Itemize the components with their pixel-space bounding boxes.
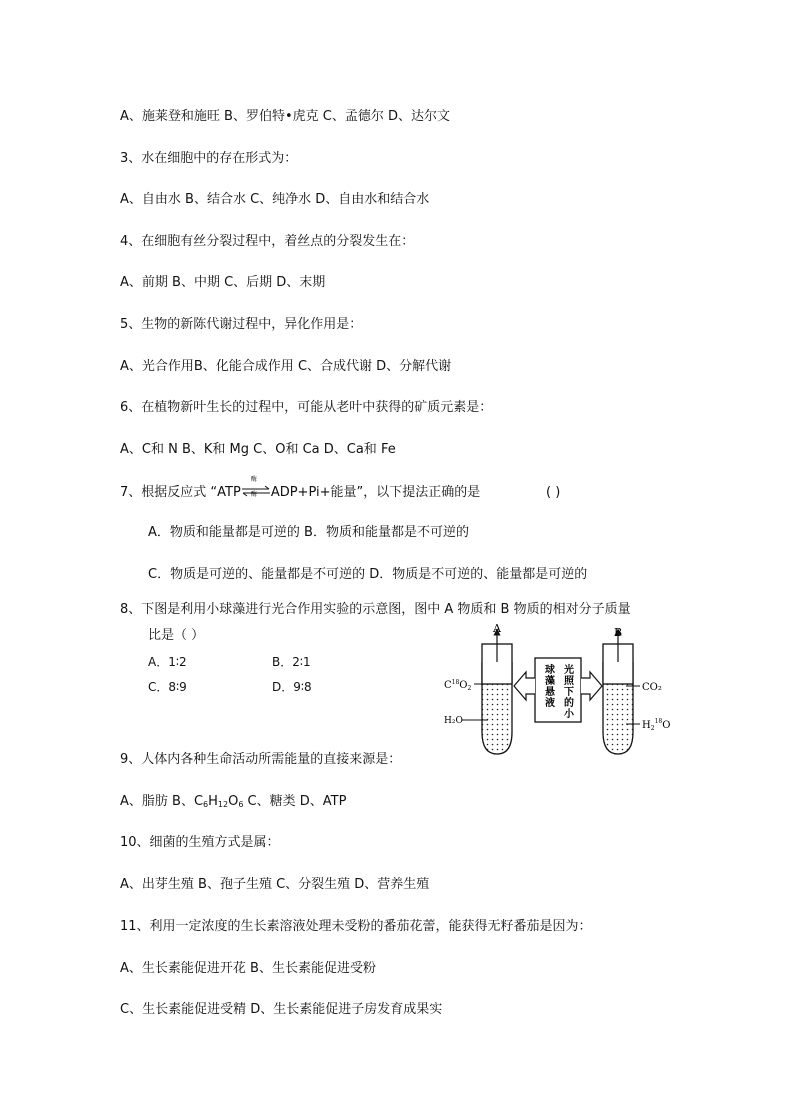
- q8-title: 8、下图是利用小球藻进行光合作用实验的示意图，图中 A 物质和 B 物质的相对分子质量: [120, 602, 631, 617]
- q8-option-a: A．1∶2: [148, 655, 187, 669]
- q6-options: A、C和 N B、K和 Mg C、O和 Ca D、Ca和 Fe: [120, 442, 396, 457]
- q8-option-d: D．9∶8: [272, 680, 312, 694]
- q7-options-ab: A．物质和能量都是可逆的 B．物质和能量都是不可逆的: [148, 525, 469, 540]
- q4-title: 4、在细胞有丝分裂过程中，着丝点的分裂发生在：: [120, 234, 415, 249]
- left-water-label: H₂O: [444, 716, 463, 726]
- q7-prefix: 7、根据反应式 “ATP: [120, 485, 241, 500]
- q5-title: 5、生物的新陈代谢过程中，异化作用是：: [120, 317, 363, 332]
- left-gas-label: $C^{18}O_2$: [444, 679, 472, 692]
- right-gas-label: CO₂: [642, 682, 662, 693]
- q11-options-ab: A、生长素能促进开花 B、生长素能促进受粉: [120, 961, 376, 976]
- q8-option-b: B．2∶1: [272, 655, 311, 669]
- q9-options: A、脂肪 B、$C_6H_{12}O_6$ C、糖类 D、ATP: [120, 794, 347, 809]
- q11-options-cd: C、生长素能促进受精 D、生长素能促进子房发育成果实: [120, 1002, 443, 1017]
- q7-answer-paren: ( ): [546, 485, 561, 500]
- photosynthesis-diagram: [440, 622, 680, 762]
- q9-title: 9、人体内各种生命活动所需能量的直接来源是：: [120, 752, 402, 767]
- q10-title: 10、细菌的生殖方式是属：: [120, 835, 280, 850]
- q4-options: A、前期 B、中期 C、后期 D、末期: [120, 275, 326, 290]
- q7-suffix: ADP+Pi+能量”，以下提法正确的是: [270, 485, 481, 500]
- q5-options: A、光合作用B、化能合成作用 C、合成代谢 D、分解代谢: [120, 359, 452, 374]
- q7-options-cd: C．物质是可逆的、能量都是不可逆的 D．物质是不可逆的、能量都是可逆的: [148, 567, 588, 582]
- q8-title-line2: 比是（ ）: [148, 628, 205, 643]
- q8-option-c: C．8∶9: [148, 680, 187, 694]
- q7-title: [120, 476, 481, 502]
- left-test-tube: [482, 632, 512, 754]
- label-b: B: [614, 626, 623, 639]
- q6-title: 6、在植物新叶生长的过程中，可能从老叶中获得的矿质元素是：: [120, 400, 493, 415]
- center-text-col2: 光照下的小: [561, 664, 573, 719]
- q3-title: 3、水在细胞中的存在形式为：: [120, 151, 298, 166]
- q10-options: A、出芽生殖 B、孢子生殖 C、分裂生殖 D、营养生殖: [120, 877, 430, 892]
- reversible-arrow: [241, 476, 271, 498]
- right-flow-arrow: [581, 672, 602, 700]
- right-test-tube: [603, 632, 633, 754]
- label-a: A: [493, 622, 501, 635]
- reversible-arrow-top-label: 酶: [250, 476, 257, 483]
- right-water-label: $H_2^{18}O$: [642, 718, 671, 732]
- left-flow-arrow: [514, 672, 535, 700]
- reversible-arrow-bottom-label: 酶: [250, 491, 257, 498]
- q11-title: 11、利用一定浓度的生长素溶液处理未受粉的番茄花蕾，能获得无籽番茄是因为：: [120, 919, 592, 934]
- center-text-col1: 球藻悬液: [542, 664, 554, 708]
- q2-options: A、施莱登和施旺 B、罗伯特•虎克 C、孟德尔 D、达尔文: [120, 109, 450, 124]
- q3-options: A、自由水 B、结合水 C、纯净水 D、自由水和结合水: [120, 192, 430, 207]
